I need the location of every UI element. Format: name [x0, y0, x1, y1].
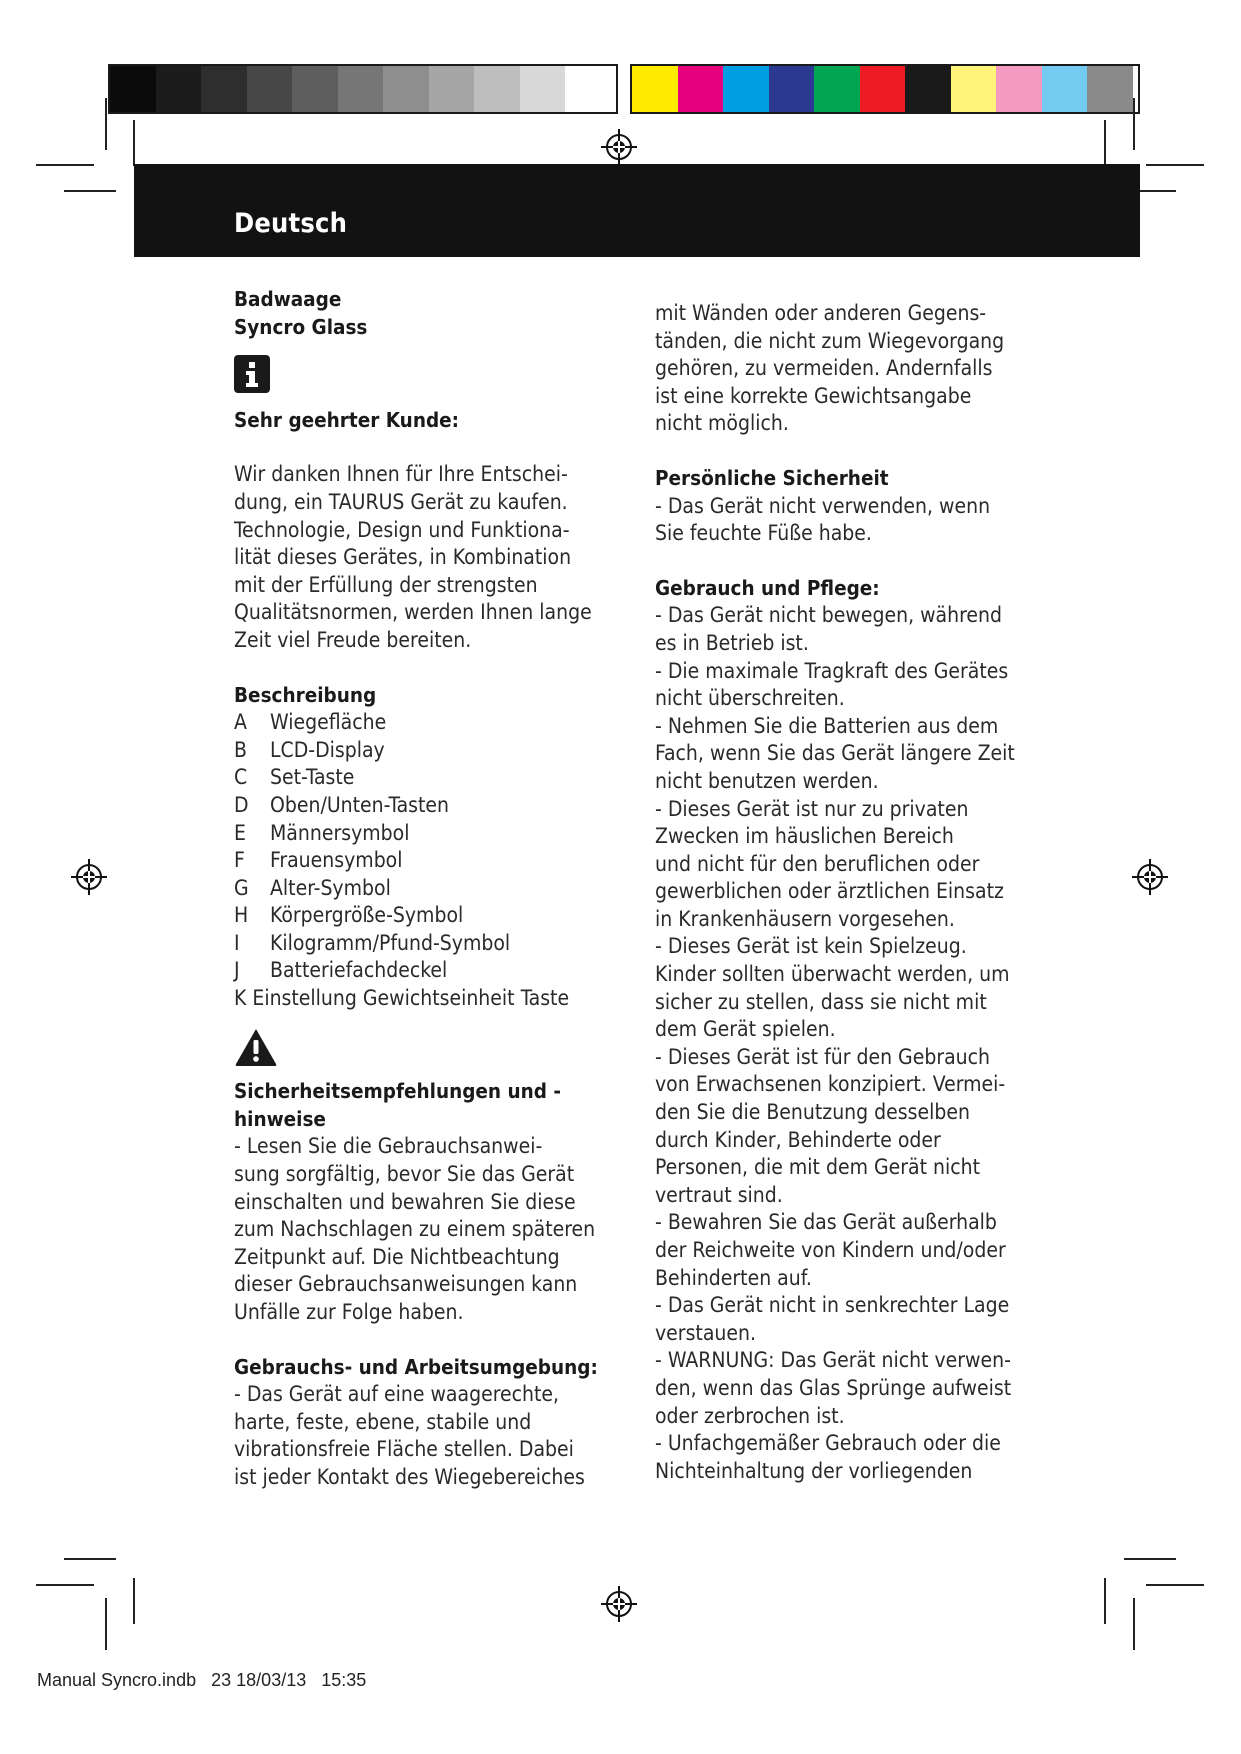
- use-care-line: - Nehmen Sie die Batterien aus dem: [655, 713, 999, 738]
- continuation-line: nicht möglich.: [655, 411, 789, 436]
- continuation-line: mit Wänden oder anderen Gegens-: [655, 301, 987, 325]
- intro-line: Zeit viel Freude bereiten.: [234, 627, 472, 652]
- use-care-line: und nicht für den beruflichen oder: [655, 851, 980, 876]
- parts-list-item: [234, 820, 624, 848]
- parts-list-item-k: K Einstellung Gewichtseinheit Taste: [234, 986, 570, 1011]
- use-care-line: den, wenn das Glas Sprünge aufweist: [655, 1375, 1012, 1400]
- environment-line: harte, feste, ebene, stabile und: [234, 1409, 532, 1434]
- part-key: A: [234, 710, 247, 735]
- safety-line: - Lesen Sie die Gebrauchsanwei-: [234, 1134, 543, 1159]
- color-swatch: [860, 66, 906, 112]
- color-swatch: [110, 66, 156, 112]
- environment-line: vibrationsfreie Fläche stellen. Dabei: [234, 1437, 574, 1462]
- color-swatch: [814, 66, 860, 112]
- color-swatch: [201, 66, 247, 112]
- part-key: G: [234, 875, 249, 900]
- crop-mark: [1124, 1558, 1176, 1560]
- crop-mark: [36, 164, 94, 166]
- crop-mark: [133, 1578, 135, 1624]
- color-swatch: [520, 66, 566, 112]
- part-label: Kilogramm/Pfund-Symbol: [270, 930, 511, 955]
- part-label: LCD-Display: [270, 737, 385, 762]
- color-swatch: [1042, 66, 1088, 112]
- crop-mark: [64, 190, 116, 192]
- language-title: Deutsch: [234, 208, 348, 239]
- color-swatch: [678, 66, 724, 112]
- use-care-line: - Dieses Gerät ist für den Gebrauch: [655, 1044, 990, 1069]
- use-care-line: gewerblichen oder ärztlichen Einsatz: [655, 879, 1004, 904]
- product-name: Syncro Glass: [234, 314, 368, 339]
- greeting-heading: Sehr geehrter Kunde:: [234, 407, 460, 432]
- language-header-band: [134, 164, 1140, 257]
- crop-mark: [1133, 98, 1135, 150]
- grayscale-calibration-bar: [108, 64, 618, 114]
- safety-paragraph: [234, 1133, 624, 1326]
- use-care-line: - Das Gerät nicht in senkrechter Lage: [655, 1293, 1010, 1318]
- continuation-paragraph: [655, 300, 1055, 438]
- crop-mark: [1146, 1584, 1204, 1586]
- slug-page: 23: [211, 1670, 232, 1690]
- color-swatch: [632, 66, 678, 112]
- part-key: C: [234, 765, 248, 790]
- safety-line: einschalten und bewahren Sie diese: [234, 1189, 576, 1214]
- use-care-line: - WARNUNG: Das Gerät nicht verwen-: [655, 1348, 1011, 1373]
- use-care-line: - Dieses Gerät ist nur zu privaten: [655, 796, 969, 821]
- color-swatch: [156, 66, 202, 112]
- color-swatch: [769, 66, 815, 112]
- part-label: Set-Taste: [270, 765, 355, 790]
- color-swatch: [996, 66, 1042, 112]
- use-care-line: nicht benutzen werden.: [655, 768, 879, 793]
- parts-list-item: [234, 847, 624, 875]
- color-swatch: [292, 66, 338, 112]
- warning-icon: [234, 1027, 278, 1067]
- part-key: F: [234, 848, 245, 873]
- crop-mark: [1146, 164, 1204, 166]
- left-column: [234, 286, 624, 1492]
- intro-line: mit der Erfüllung der strengsten: [234, 572, 538, 597]
- use-care-line: es in Betrieb ist.: [655, 630, 809, 655]
- parts-list-item: [234, 792, 624, 820]
- use-care-line: von Erwachsenen konzipiert. Vermei-: [655, 1072, 1006, 1097]
- info-icon: [234, 355, 270, 393]
- safety-line: Unfälle zur Folge haben.: [234, 1300, 464, 1324]
- use-care-line: in Krankenhäusern vorgesehen.: [655, 906, 955, 931]
- color-swatch: [474, 66, 520, 112]
- parts-list-item: [234, 957, 624, 985]
- part-label: Oben/Unten-Tasten: [270, 792, 450, 817]
- part-label: Batteriefachdeckel: [270, 958, 448, 983]
- safety-heading: Sicherheitsempfehlungen und -hinweise: [234, 1079, 562, 1131]
- intro-line: dung, ein TAURUS Gerät zu kaufen.: [234, 489, 568, 514]
- crop-mark: [105, 1598, 107, 1650]
- crop-mark: [1104, 1578, 1106, 1624]
- use-care-line: - Bewahren Sie das Gerät außerhalb: [655, 1210, 997, 1235]
- part-key: J: [234, 958, 240, 983]
- slug-time: 15:35: [321, 1670, 367, 1690]
- crop-mark: [133, 120, 135, 166]
- use-care-line: Nichteinhaltung der vorliegenden: [655, 1458, 973, 1483]
- intro-line: lität dieses Gerätes, in Kombination: [234, 545, 572, 570]
- use-care-line: oder zerbrochen ist.: [655, 1403, 845, 1428]
- continuation-line: ist eine korrekte Gewichtsangabe: [655, 383, 972, 408]
- right-column: [655, 300, 1055, 1485]
- safety-line: zum Nachschlagen zu einem späteren: [234, 1217, 596, 1242]
- registration-mark-icon: [70, 858, 108, 896]
- color-swatch: [338, 66, 384, 112]
- use-care-line: Zwecken im häuslichen Bereich: [655, 824, 954, 849]
- use-care-line: Behinderten auf.: [655, 1265, 812, 1290]
- color-swatch: [723, 66, 769, 112]
- part-label: Männersymbol: [270, 820, 410, 845]
- use-care-line: - Die maximale Tragkraft des Gerätes: [655, 658, 1009, 683]
- parts-list-item: [234, 930, 624, 958]
- use-care-line: der Reichweite von Kindern und/oder: [655, 1238, 1006, 1262]
- registration-mark-icon: [1131, 858, 1169, 896]
- personal-safety-line: Sie feuchte Füße habe.: [655, 521, 872, 546]
- use-care-line: - Unfachgemäßer Gebrauch oder die: [655, 1431, 1001, 1456]
- slug-file: Manual Syncro.indb: [37, 1670, 197, 1690]
- part-key: H: [234, 903, 249, 928]
- personal-safety-heading: Persönliche Sicherheit: [655, 465, 889, 490]
- print-slug: [37, 1670, 366, 1691]
- color-calibration-bar: [630, 64, 1140, 114]
- use-care-line: sicher zu stellen, dass sie nicht mit: [655, 989, 987, 1014]
- use-care-line: durch Kinder, Behinderte oder: [655, 1127, 941, 1152]
- use-care-line: verstauen.: [655, 1320, 756, 1345]
- registration-mark-icon: [600, 1585, 638, 1623]
- environment-paragraph: [234, 1381, 624, 1491]
- intro-paragraph: [234, 461, 624, 654]
- parts-list-item: [234, 709, 624, 737]
- use-care-line: Personen, die mit dem Gerät nicht: [655, 1155, 980, 1180]
- color-swatch: [383, 66, 429, 112]
- use-care-line: nicht überschreiten.: [655, 686, 845, 711]
- part-key: D: [234, 792, 249, 817]
- use-care-paragraph: [655, 602, 1055, 1485]
- use-care-line: - Das Gerät nicht bewegen, während: [655, 603, 1003, 628]
- color-swatch: [1087, 66, 1133, 112]
- environment-line: ist jeder Kontakt des Wiegebereiches: [234, 1464, 585, 1489]
- use-care-line: dem Gerät spielen.: [655, 1017, 836, 1042]
- color-swatch: [247, 66, 293, 112]
- intro-line: Wir danken Ihnen für Ihre Entschei-: [234, 462, 568, 487]
- parts-list-item: [234, 737, 624, 765]
- crop-mark: [36, 1584, 94, 1586]
- safety-line: dieser Gebrauchsanweisungen kann: [234, 1272, 578, 1297]
- use-care-line: - Dieses Gerät ist kein Spielzeug.: [655, 934, 967, 959]
- parts-list-item: [234, 764, 624, 792]
- parts-list-item: [234, 875, 624, 903]
- use-care-line: vertraut sind.: [655, 1182, 783, 1207]
- safety-line: Zeitpunkt auf. Die Nichtbeachtung: [234, 1244, 560, 1269]
- parts-list-item: [234, 902, 624, 930]
- use-care-line: Kinder sollten überwacht werden, um: [655, 962, 1010, 987]
- product-type: Badwaage: [234, 287, 342, 311]
- color-swatch: [951, 66, 997, 112]
- color-swatch: [565, 66, 611, 112]
- part-key: I: [234, 930, 240, 955]
- use-care-line: den Sie die Benutzung desselben: [655, 1100, 970, 1125]
- crop-mark: [1133, 1598, 1135, 1650]
- color-swatch: [905, 66, 951, 112]
- part-key: B: [234, 737, 247, 762]
- environment-line: - Das Gerät auf eine waagerechte,: [234, 1382, 560, 1407]
- personal-safety-line: - Das Gerät nicht verwenden, wenn: [655, 493, 991, 518]
- part-label: Frauensymbol: [270, 848, 403, 873]
- part-label: Wiegefläche: [270, 710, 387, 735]
- part-key: E: [234, 820, 246, 845]
- intro-line: Technologie, Design und Funktiona-: [234, 517, 570, 542]
- continuation-line: gehören, zu vermeiden. Andernfalls: [655, 356, 993, 381]
- use-care-heading: Gebrauch und Pflege:: [655, 575, 880, 600]
- crop-mark: [105, 98, 107, 150]
- registration-mark-icon: [600, 128, 638, 166]
- parts-list: [234, 709, 624, 985]
- personal-safety-paragraph: [655, 493, 1055, 548]
- slug-date: 18/03/13: [236, 1670, 307, 1690]
- description-heading: Beschreibung: [234, 682, 377, 707]
- environment-heading: Gebrauchs- und Arbeitsumgebung:: [234, 1354, 598, 1379]
- color-swatch: [429, 66, 475, 112]
- crop-mark: [64, 1558, 116, 1560]
- use-care-line: Fach, wenn Sie das Gerät längere Zeit: [655, 741, 1015, 766]
- part-label: Alter-Symbol: [270, 875, 391, 900]
- part-label: Körpergröße-Symbol: [270, 903, 464, 928]
- intro-line: Qualitätsnormen, werden Ihnen lange: [234, 600, 592, 625]
- continuation-line: tänden, die nicht zum Wiegevorgang: [655, 328, 1005, 353]
- safety-line: sung sorgfältig, bevor Sie das Gerät: [234, 1162, 575, 1187]
